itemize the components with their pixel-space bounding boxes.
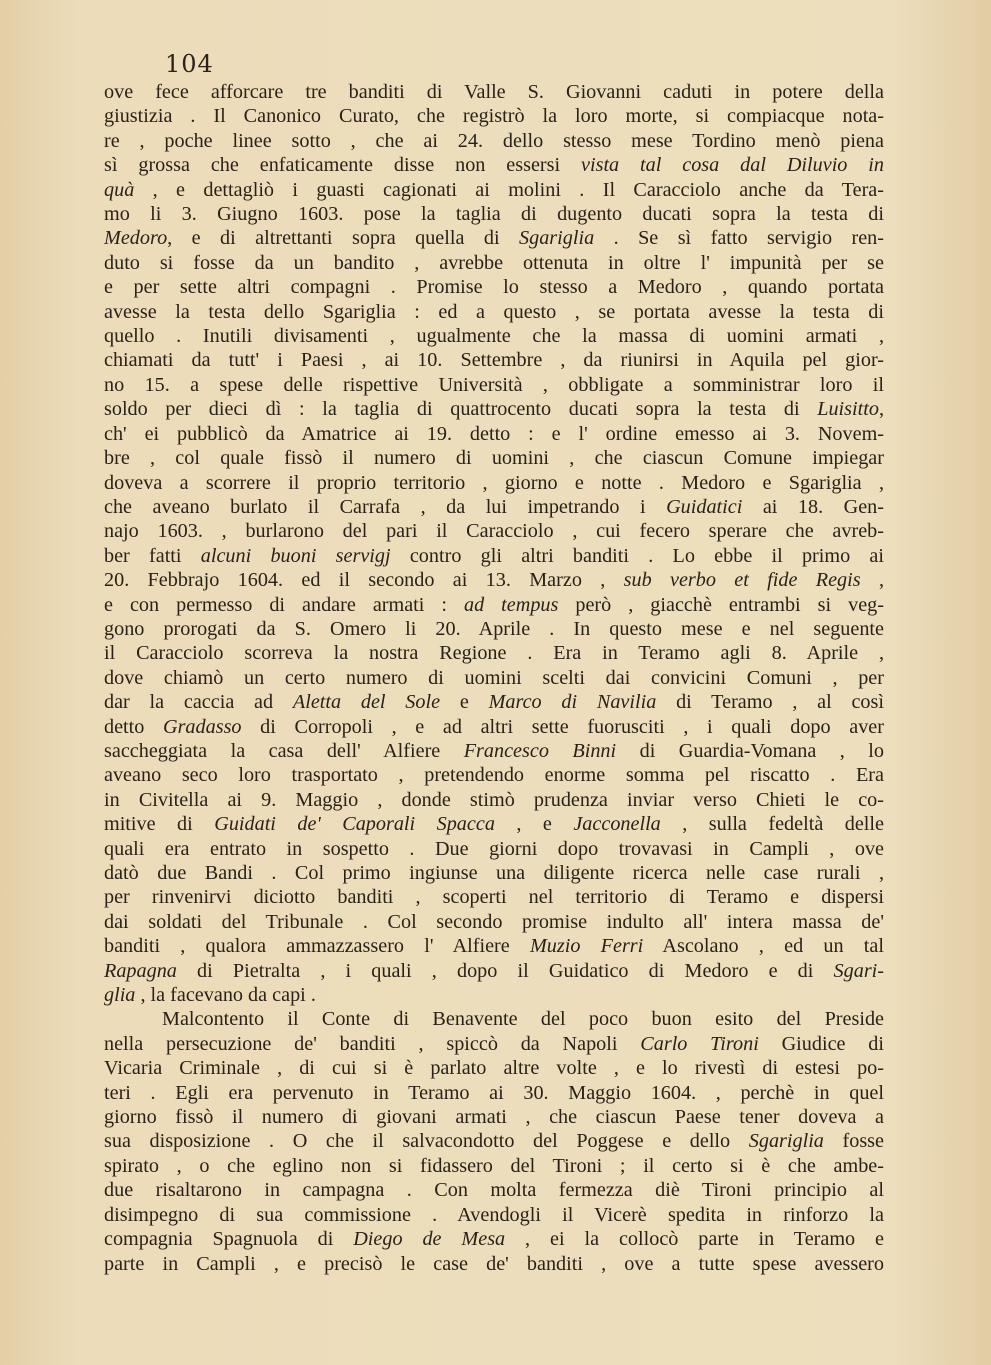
- text-line: teri . Egli era pervenuto in Teramo ai 30. Maggio 1604. , perchè in quel: [104, 1081, 884, 1104]
- text-line: saccheggiata la casa dell' Alfiere Francesco Binni di Guardia-Vomana , lo: [104, 739, 884, 762]
- text-line: banditi , qualora ammazzassero l' Alfiere Muzio Ferri Ascolano , ed un tal: [104, 935, 884, 958]
- text-line: disimpegno di sua commissione . Avendogli il Vicerè spedita in rinforzo la: [104, 1203, 884, 1226]
- text-line: quà , e dettagliò i guasti cagionati ai molini . Il Caracciolo anche da Tera-: [104, 178, 884, 201]
- text-line: quali era entrato in sospetto . Due giorni dopo trovavasi in Campli , ove: [104, 837, 884, 860]
- text-line: duto si fosse da un bandito , avrebbe ottenuta in oltre l' impunità per se: [104, 251, 884, 274]
- text-line: gono prorogati da S. Omero li 20. Aprile . In questo mese e nel seguente: [104, 617, 884, 640]
- text-line: dai soldati del Tribunale . Col secondo promise indulto all' intera massa de': [104, 910, 884, 933]
- page-number: 104: [165, 50, 214, 78]
- text-line: no 15. a spese delle rispettive Università , obbligate a somministrar loro il: [104, 373, 884, 396]
- text-line: nella persecuzione de' banditi , spiccò da Napoli Carlo Tironi Giudice di: [104, 1032, 884, 1055]
- text-line: soldo per dieci dì : la taglia di quattrocento ducati sopra la testa di Luisitto,: [104, 398, 884, 421]
- text-line: detto Gradasso di Corropoli , e ad altri sette fuorusciti , i quali dopo aver: [104, 715, 884, 738]
- text-line: 20. Febbrajo 1604. ed il secondo ai 13. Marzo , sub verbo et fide Regis ,: [104, 569, 884, 592]
- text-line: dove chiamò un certo numero di uomini scelti dai convicini Comuni , per: [104, 666, 884, 689]
- text-line: quello . Inutili divisamenti , ugualmente che la massa di uomini armati ,: [104, 325, 884, 348]
- text-line: Rapagna di Pietralta , i quali , dopo il Guidatico di Medoro e di Sgari-: [104, 959, 884, 982]
- text-line: aveano seco loro trasportato , pretendendo enorme somma pel riscatto . Era: [104, 764, 884, 787]
- text-line: Vicaria Criminale , di cui si è parlato altre volte , e lo rivestì di estesi po-: [104, 1057, 884, 1080]
- text-line: giustizia . Il Canonico Curato, che registrò la loro morte, si compiacque nota-: [104, 105, 884, 128]
- text-line: Medoro, e di altrettanti sopra quella di Sgariglia . Se sì fatto servigio ren-: [104, 227, 884, 250]
- text-line: dar la caccia ad Aletta del Sole e Marco di Navilia di Teramo , al così: [104, 691, 884, 714]
- text-line: glia , la facevano da capi .: [104, 984, 316, 1007]
- text-line: parte in Campli , e precisò le case de' banditi , ove a tutte spese avessero: [104, 1252, 884, 1275]
- body-text: [104, 80, 884, 1276]
- text-line: najo 1603. , burlarono del pari il Caracciolo , cui fecero sperare che avreb-: [104, 520, 884, 543]
- text-line: e per sette altri compagni . Promise lo stesso a Medoro , quando portata: [104, 276, 884, 299]
- text-line: ove fece afforcare tre banditi di Valle S. Giovanni caduti in potere della: [104, 81, 884, 103]
- text-line: il Caracciolo scorreva la nostra Regione . Era in Teramo agli 8. Aprile ,: [104, 642, 884, 665]
- text-line: ber fatti alcuni buoni servigj contro gli altri banditi . Lo ebbe il primo ai: [104, 544, 884, 567]
- text-line: in Civitella ai 9. Maggio , donde stimò prudenza inviar verso Chieti le co-: [104, 788, 884, 811]
- text-line: due risaltarono in campagna . Con molta fermezza diè Tironi principio al: [104, 1179, 884, 1202]
- text-line: datò due Bandi . Col primo ingiunse una diligente ricerca nelle case rurali ,: [104, 862, 884, 884]
- text-line: per rinvenirvi diciotto banditi , scoperti nel territorio di Teramo e dispersi: [104, 886, 884, 909]
- text-line: compagnia Spagnuola di Diego de Mesa , ei la collocò parte in Teramo e: [104, 1228, 884, 1251]
- text-line: giorno fissò il numero di giovani armati , che ciascun Paese tener doveva a: [104, 1106, 884, 1129]
- paragraph: [104, 1007, 884, 1275]
- text-line: Malcontento il Conte di Benavente del poco buon esito del Preside: [162, 1008, 884, 1031]
- text-line: sua disposizione . O che il salvacondotto del Poggese e dello Sgariglia fosse: [104, 1130, 884, 1153]
- text-line: re , poche linee sotto , che ai 24. dello stesso mese Tordino menò piena: [104, 129, 884, 152]
- text-line: bre , col quale fissò il numero di uomini , che ciascun Comune impiegar: [104, 447, 884, 470]
- text-line: che aveano burlato il Carrafa , da lui impetrando i Guidatici ai 18. Gen-: [104, 495, 884, 518]
- text-line: avesse la testa dello Sgariglia : ed a questo , se portata avesse la testa di: [104, 300, 884, 323]
- text-line: ch' ei pubblicò da Amatrice ai 19. detto : e l' ordine emesso ai 3. Novem-: [104, 422, 884, 445]
- text-line: sì grossa che enfaticamente disse non essersi vista tal cosa dal Diluvio in: [104, 154, 884, 177]
- text-line: mitive di Guidati de' Caporali Spacca , e Jacconella , sulla fedeltà delle: [104, 813, 884, 836]
- text-line: chiamati da tutt' i Paesi , ai 10. Settembre , da riunirsi in Aquila pel gior-: [104, 349, 884, 372]
- text-line: e con permesso di andare armati : ad tempus però , giacchè entrambi si veg-: [104, 593, 884, 616]
- text-line: mo li 3. Giugno 1603. pose la taglia di dugento ducati sopra la testa di: [104, 203, 884, 226]
- text-line: spirato , o che eglino non si fidassero del Tironi ; il certo si è che ambe-: [104, 1154, 884, 1177]
- text-line: doveva a scorrere il proprio territorio , giorno e notte . Medoro e Sgariglia ,: [104, 471, 884, 494]
- paragraph: [104, 80, 884, 1007]
